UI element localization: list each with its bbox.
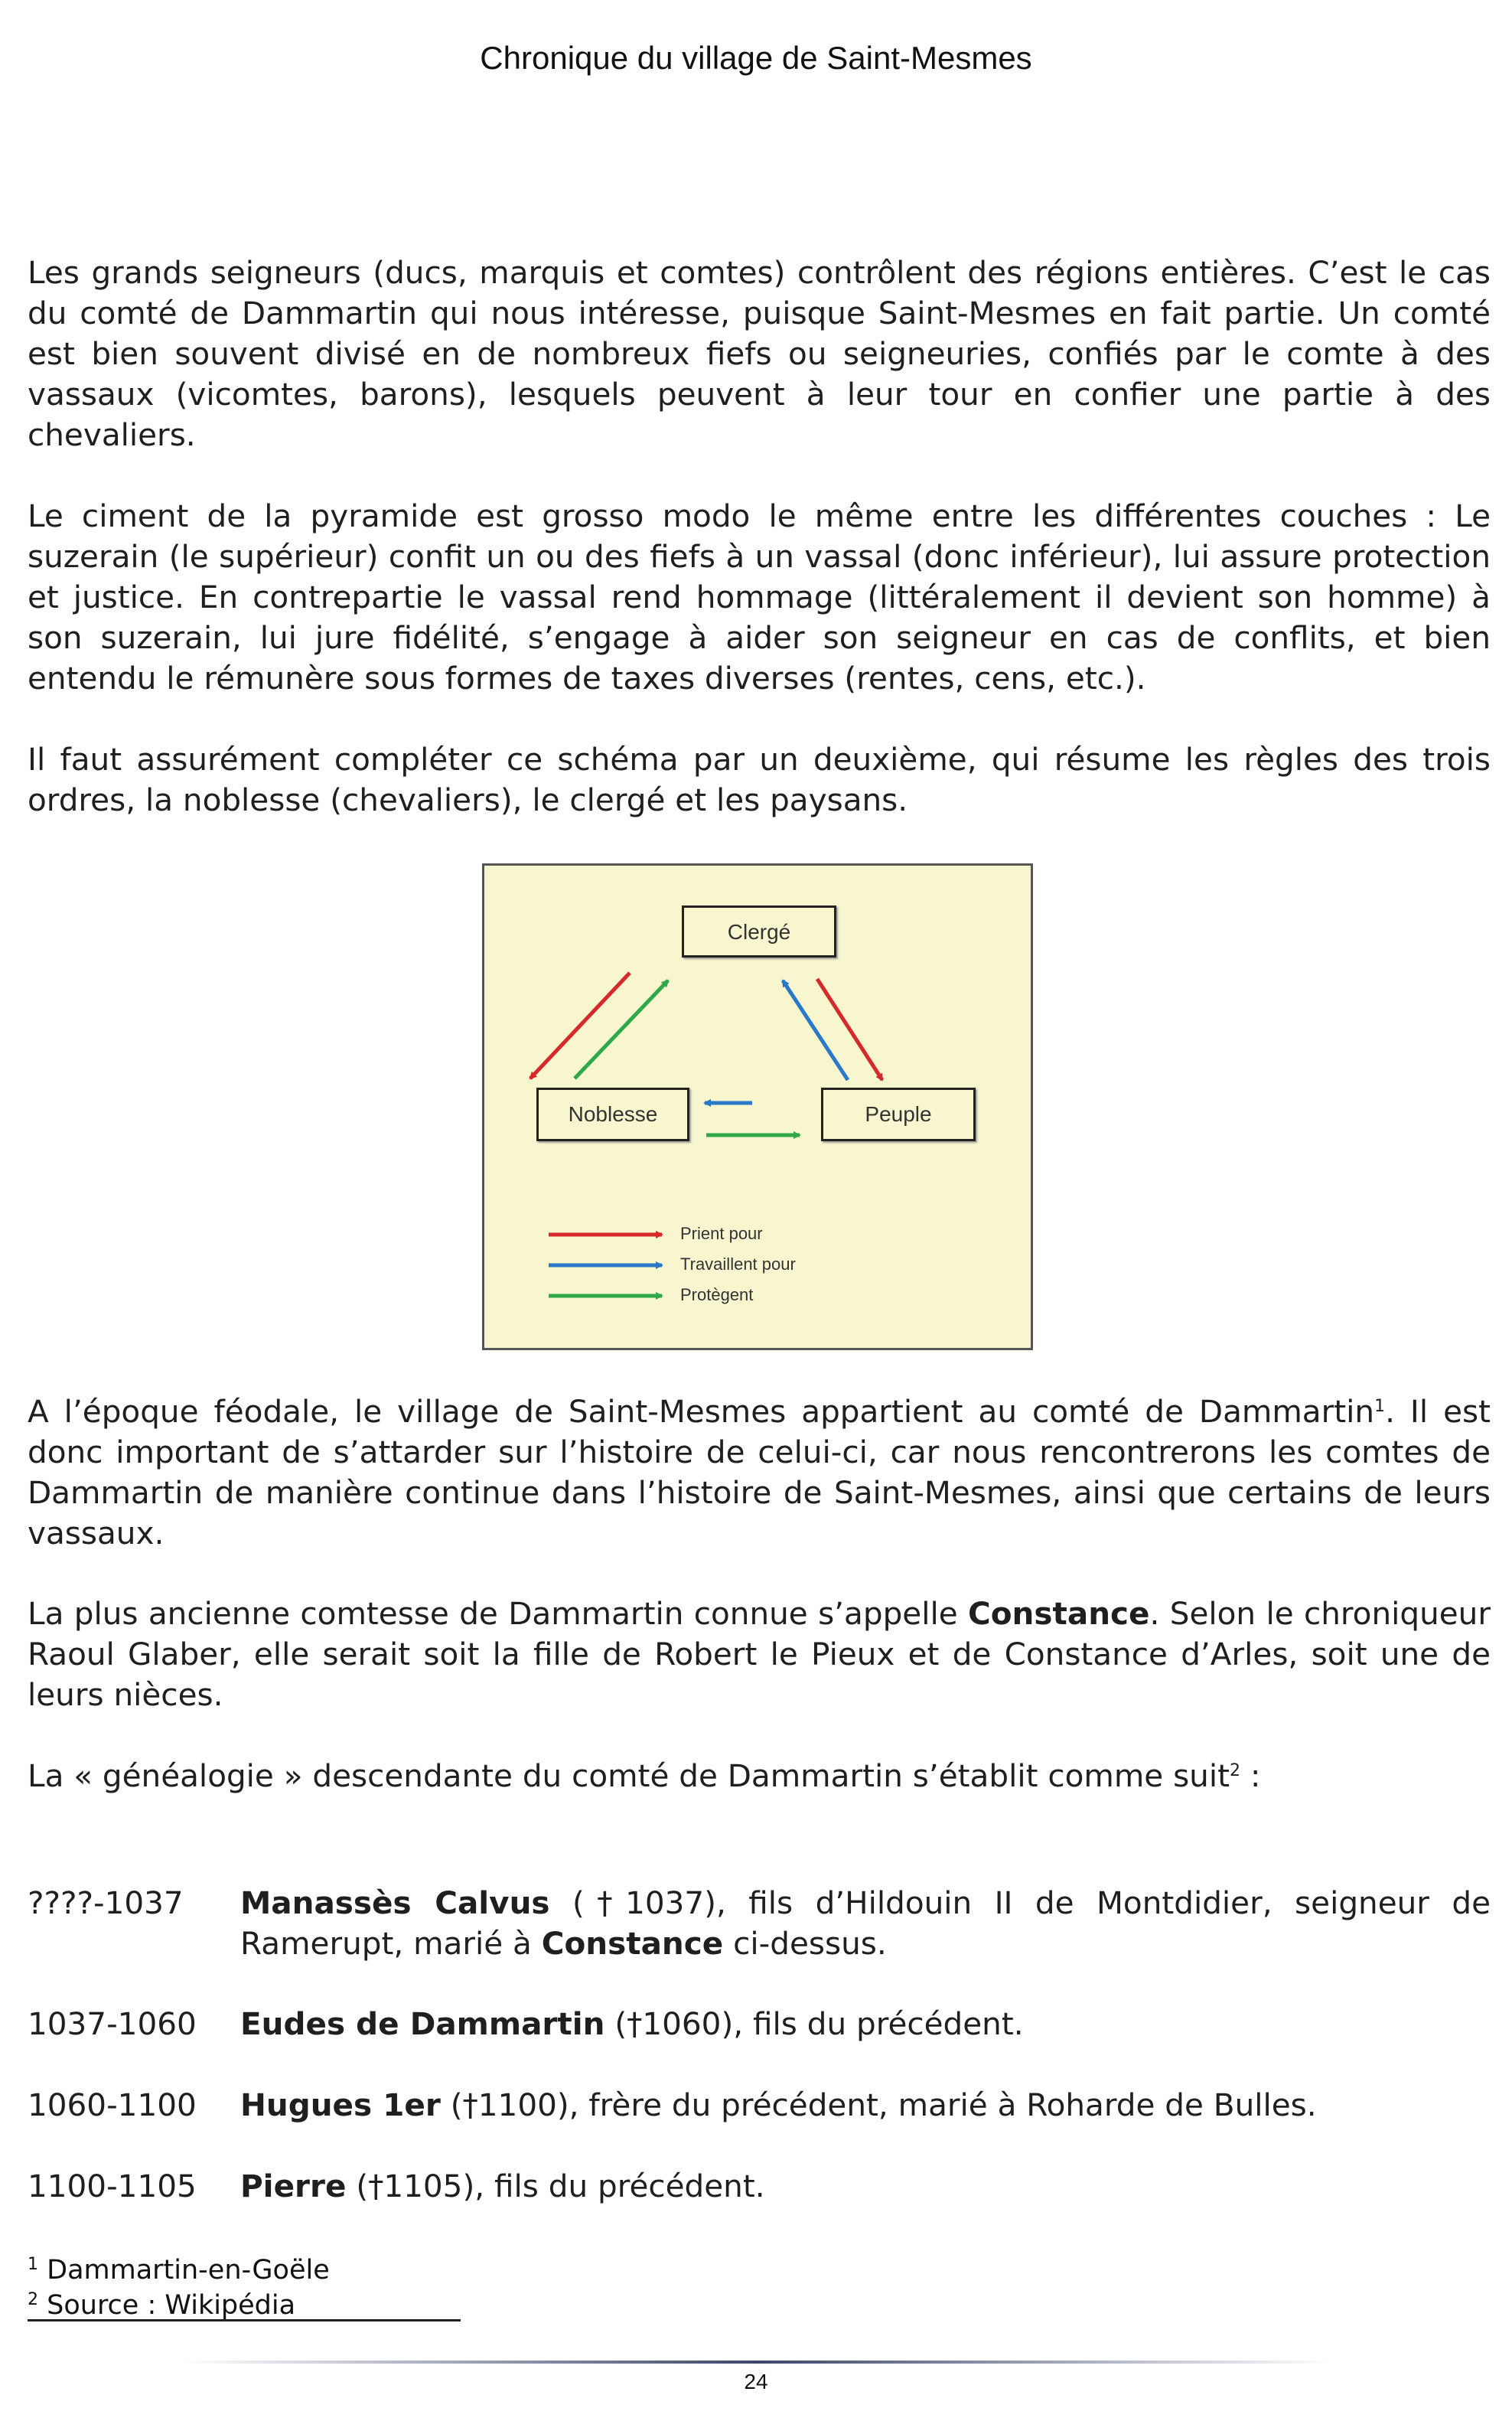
- node-peuple: Peuple: [821, 1088, 976, 1141]
- legend-label-prient-pour: Prient pour: [680, 1224, 763, 1243]
- genealogy-description: Manassès Calvus (†1037), fils d’Hildouin II de Montdidier, seigneur de Ramerupt, marié à Constance ci-dessus.: [240, 1884, 1491, 1962]
- paragraph-trois-ordres: Il faut assurément compléter ce schéma par un deuxième, qui résume les règles des trois ordres, la noblesse (chevaliers), le clergé et les paysans.: [28, 741, 1491, 818]
- genealogy-entry: [28, 2085, 1491, 2128]
- genealogy-entry: [28, 1883, 1491, 1967]
- genealogy-dates: 1060-1100: [28, 2087, 197, 2123]
- legend-label-travaillent-pour: Travaillent pour: [680, 1255, 796, 1274]
- page-bottom-rule: [184, 2361, 1331, 2364]
- genealogy-description: Eudes de Dammartin (†1060), fils du précédent.: [240, 2005, 1024, 2042]
- arrow-clerge-to-peuple-red: [817, 979, 882, 1080]
- paragraph-grands-seigneurs: Les grands seigneurs (ducs, marquis et comtes) contrôlent des régions entières. C’est le cas du comté de Dammartin qui nous intéresse, puisque Saint-Mesmes en fait partie. Un comté est bien souvent divisé en de nombreux fiefs ou seigneuries, confiés par le comte à des vassaux (vicomtes, barons), lesquels peuvent à leur tour en confier une partie à des chevaliers.: [28, 254, 1491, 453]
- footnote-1: $^1$ Dammartin-en-Goële: [28, 2255, 330, 2286]
- genealogy-entry: [28, 2166, 1491, 2209]
- footnote-ref-2[interactable]: 2: [1229, 1761, 1240, 1780]
- genealogy-dates: 1100-1105: [28, 2168, 197, 2204]
- paragraph-epoque-feodale: A l’époque féodale, le village de Saint-Mesmes appartient au comté de Dammartin$^1$. Il est donc important de s’attarder sur l’histoire de celui-ci, car nous rencontrerons les comtes de Dammartin de manière continue dans l’histoire de Saint-Mesmes, ainsi que certains de leurs vassaux.: [28, 1393, 1491, 1551]
- footnote-ref-1[interactable]: 1: [1374, 1397, 1386, 1416]
- paragraph-genealogie-intro: La « généalogie » descendante du comté de Dammartin s’établit comme suit$^2$ :: [28, 1757, 1261, 1794]
- node-clerge: Clergé: [682, 905, 836, 958]
- paragraph-ciment-pyramide: Le ciment de la pyramide est grosso modo le même entre les différentes couches : Le suzerain (le supérieur) confit un ou des fiefs à un vassal (donc inférieur), lui assure protection et justice. En contrepartie le vassal rend hommage (littéralement il devient son homme) à son suzerain, lui jure fidélité, s’engage à aider son seigneur en cas de conflits, et bien entendu le rémunère sous formes de taxes diverses (rentes, cens, etc.).: [28, 498, 1491, 697]
- page-header-title: Chronique du village de Saint-Mesmes: [480, 40, 1032, 76]
- arrow-peuple-to-clerge-blue: [783, 980, 848, 1080]
- arrow-clerge-to-noblesse-red: [530, 973, 630, 1078]
- footnote-2: $^2$ Source : Wikipédia: [28, 2290, 296, 2321]
- genealogy-entry: [28, 2004, 1491, 2047]
- node-noblesse: Noblesse: [536, 1088, 689, 1141]
- arrow-noblesse-to-clerge-green: [575, 980, 668, 1078]
- page-number: 24: [744, 2370, 768, 2393]
- paragraph-constance: La plus ancienne comtesse de Dammartin connue s’appelle Constance. Selon le chroniqueur Raoul Glaber, elle serait soit la fille de Robert le Pieux et de Constance d’Arles, soit une de leurs nièces.: [28, 1595, 1491, 1713]
- genealogy-description: Hugues 1er (†1100), frère du précédent, marié à Roharde de Bulles.: [240, 2087, 1317, 2123]
- genealogy-description: Pierre (†1105), fils du précédent.: [240, 2168, 765, 2204]
- genealogy-dates: 1037-1060: [28, 2005, 197, 2042]
- legend-label-protegent: Protègent: [680, 1285, 754, 1304]
- genealogy-dates: ????-1037: [28, 1884, 184, 1921]
- three-orders-diagram: [482, 863, 1033, 1350]
